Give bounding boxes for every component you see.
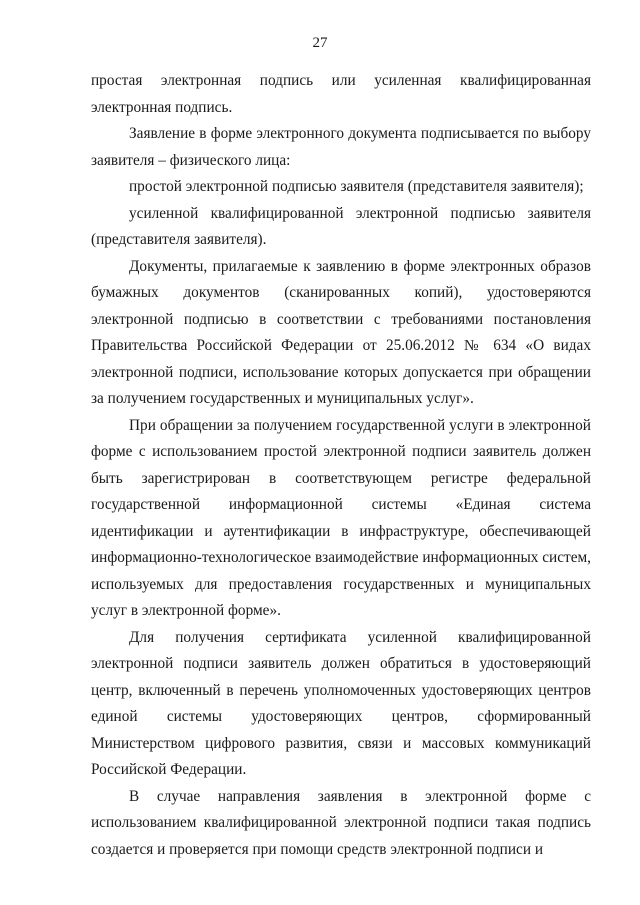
body-text — [91, 68, 591, 863]
paragraph-simple-signature: простой электронной подписью заявителя (представителя заявителя); — [129, 178, 584, 195]
paragraph-certificate-center: Для получения сертификата усиленной квалифицированной электронной подписи заявитель должен обратиться в удостоверяющий центр, включенный в перечень уполномоченных удостоверяющих центров единой системы удостоверяющих центров, сформированный Министерством цифрового развития, связи и массовых коммуникаций Российской Федерации. — [91, 628, 591, 778]
page-number: 27 — [312, 35, 328, 51]
paragraph-signature-types: простая электронная подпись или усиленная квалифицированная электронная подпись. — [91, 72, 591, 116]
paragraph-registration-requirement: При обращении за получением государственной услуги в электронной форме с использованием простой электронной подписи заявитель должен быть зарегистрирован в соответствующем регистре федеральной государственной информационной системы «Единая система идентификации и аутентификации в инфраструктуре, обеспечивающей информационно-технологическое взаимодействие информационных систем, используемых для предоставления государственных и муниципальных услуг в электронной форме». — [91, 416, 591, 619]
paragraph-qualified-signature-verification: В случае направления заявления в электронной форме с использованием квалифицированной электронной подписи такая подпись создается и проверяется при помощи средств электронной подписи и — [91, 787, 591, 858]
paragraph-qualified-signature: усиленной квалифицированной электронной подписью заявителя (представителя заявителя). — [91, 204, 591, 248]
paragraph-attached-documents: Документы, прилагаемые к заявлению в форме электронных образов бумажных документов (сканированных копий), удостоверяются электронной подписью в соответствии с требованиями постановления Правительства Российской Федерации от 25.06.2012 № 634 «О видах электронной подписи, использование которых допускается при обращении за получением государственных и муниципальных услуг». — [91, 257, 591, 407]
paragraph-application-signing: Заявление в форме электронного документа подписывается по выбору заявителя – физического лица: — [91, 125, 591, 169]
